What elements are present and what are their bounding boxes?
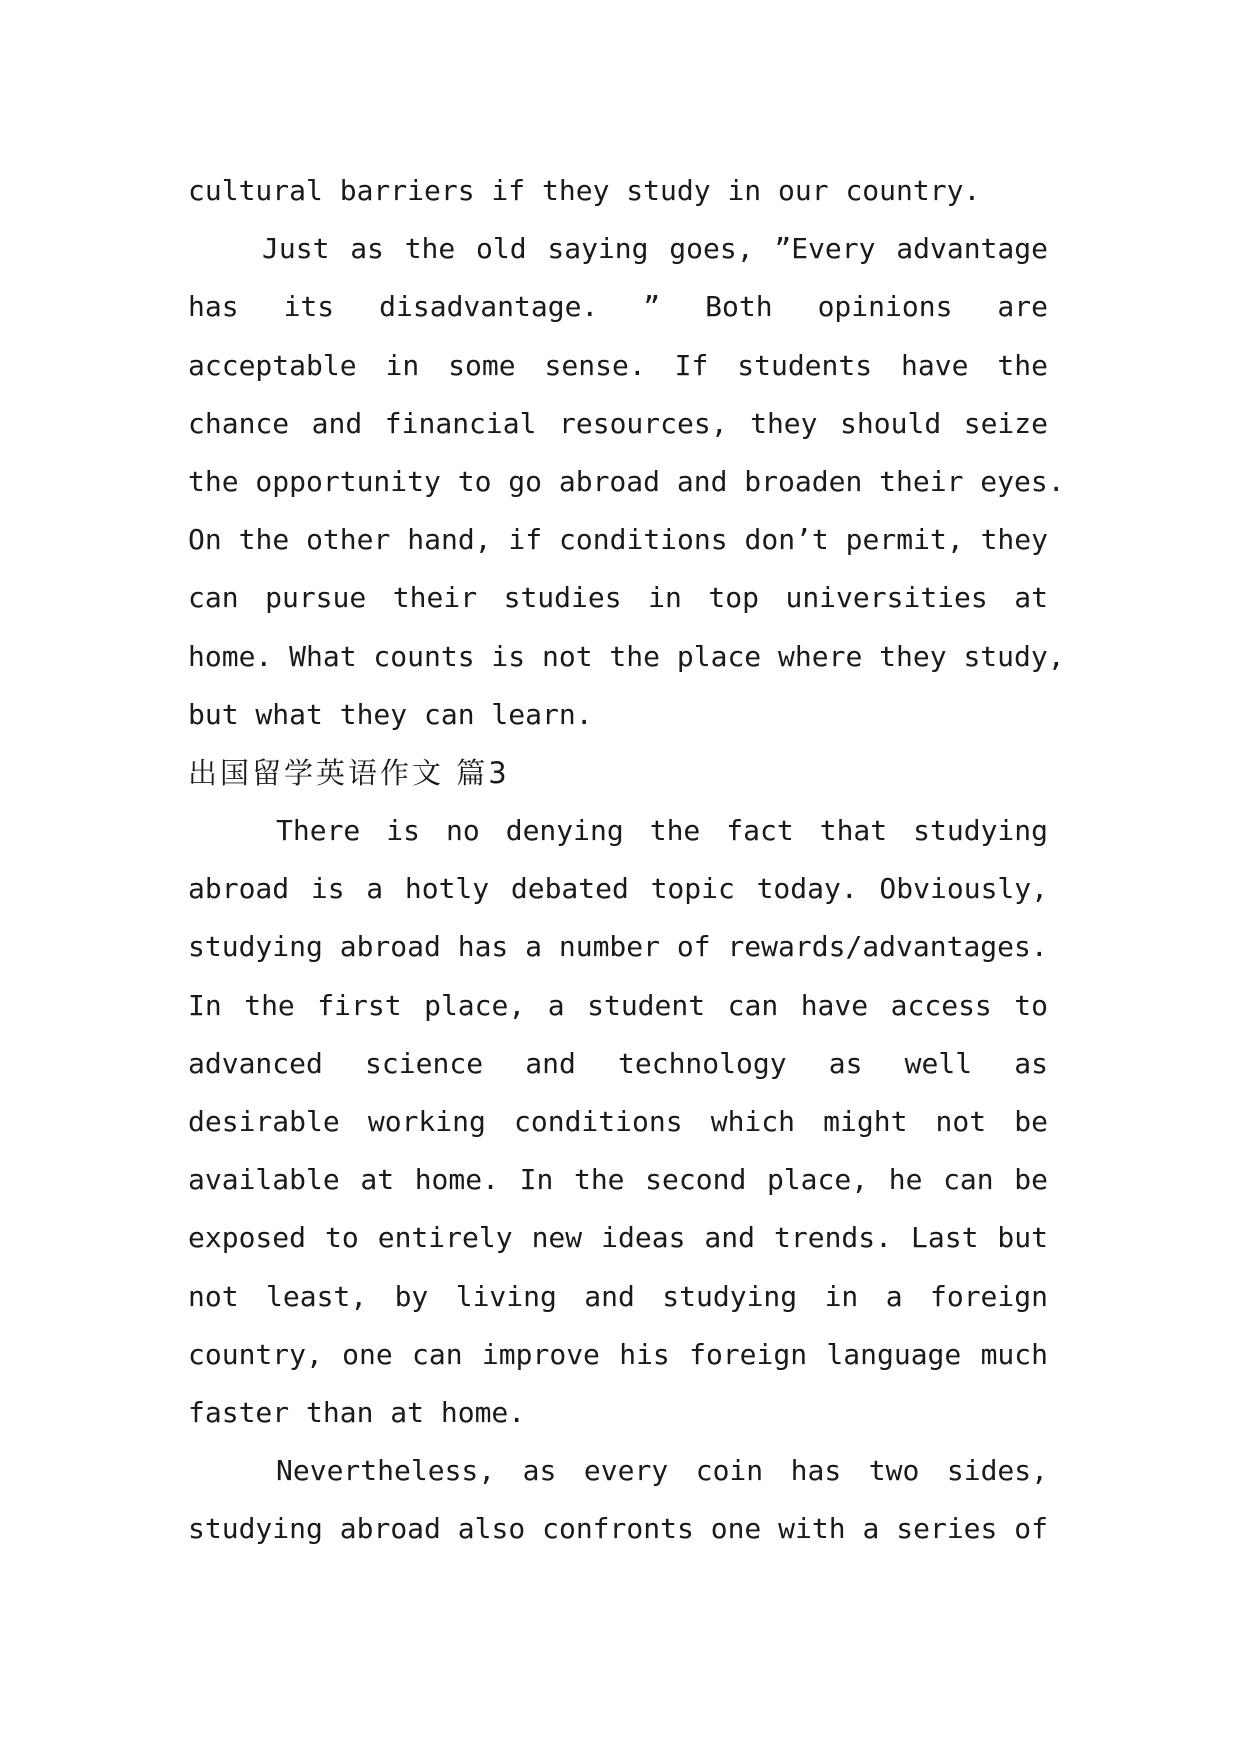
text-line: studying abroad has a number of rewards/advantages. <box>188 930 1048 964</box>
text-line: has its disadvantage. ” Both opinions are <box>188 290 1048 324</box>
text-line: There is no denying the fact that studying <box>276 814 1048 848</box>
text-line: desirable working conditions which might not be <box>188 1105 1048 1138</box>
text-line: can pursue their studies in top universities at <box>188 581 1048 615</box>
text-line: country, one can improve his foreign language much <box>188 1337 1048 1371</box>
text-line: chance and financial resources, they should seize <box>188 406 1048 440</box>
text-line: Just as the old saying goes, ”Every advantage <box>262 232 1048 266</box>
text-line: acceptable in some sense. If students have the <box>188 348 1048 382</box>
text-line: Nevertheless, as every coin has two sides, <box>276 1454 1048 1488</box>
text-line: available at home. In the second place, he can be <box>188 1163 1048 1197</box>
text-line: but what they can learn. <box>188 697 593 731</box>
text-line: On the other hand, if conditions don’t permit, they <box>188 523 1048 557</box>
text-line: In the first place, a student can have access to <box>188 988 1048 1022</box>
document-body <box>188 162 1065 1559</box>
section-heading: 出国留学英语作文 篇3 <box>188 755 510 790</box>
text-line: advanced science and technology as well as <box>188 1046 1048 1080</box>
text-line: home. What counts is not the place where they study, <box>188 639 1065 673</box>
text-line: the opportunity to go abroad and broaden their eyes. <box>188 464 1065 498</box>
text-line: faster than at home. <box>188 1395 526 1429</box>
text-line: not least, by living and studying in a foreign <box>188 1279 1048 1313</box>
text-line: studying abroad also confronts one with a series of <box>188 1512 1048 1546</box>
text-line: abroad is a hotly debated topic today. Obviously, <box>188 872 1048 906</box>
text-line: cultural barriers if they study in our country. <box>188 174 981 207</box>
text-line: exposed to entirely new ideas and trends. Last but <box>188 1221 1048 1255</box>
